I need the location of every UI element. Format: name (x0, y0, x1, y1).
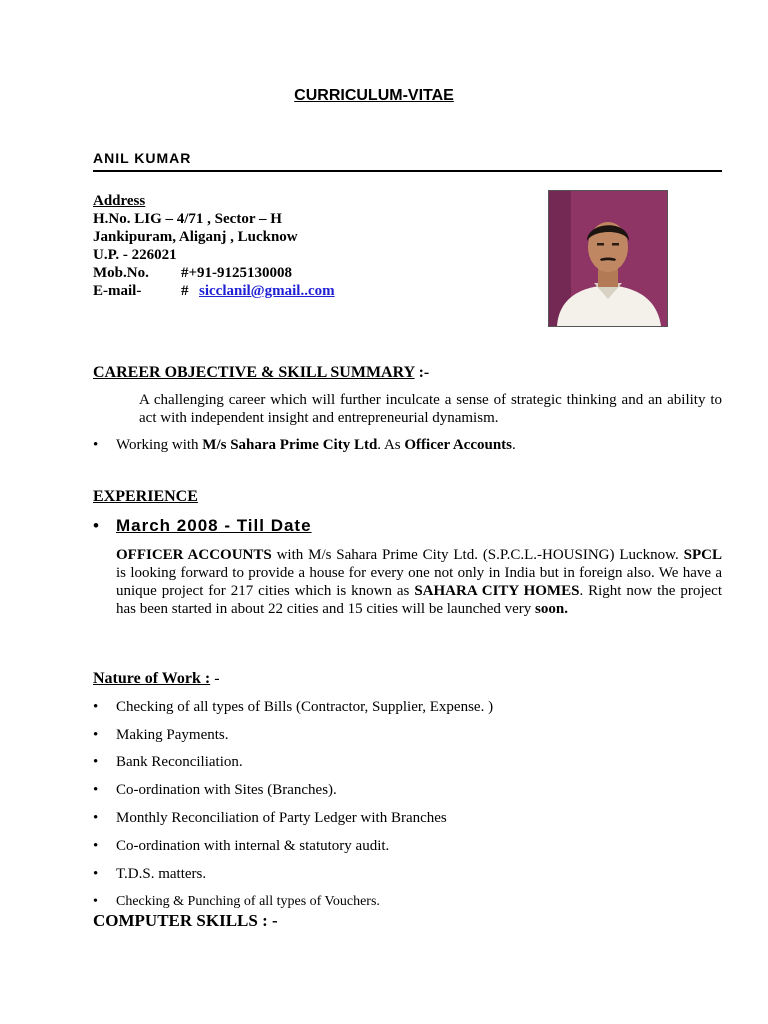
address-heading: Address (93, 193, 146, 209)
list-item (93, 726, 229, 744)
experience-heading (93, 488, 198, 506)
experience-spcl: SPCL (683, 547, 722, 563)
career-objective-paragraph: A challenging career which will further inculcate a sense of strategic thinking and an ability to act with independent insight and entrepreneurial dynamism. (139, 392, 722, 426)
experience-text-1: with M/s Sahara Prime City Ltd. (S.P.C.L.-HOUSING) Lucknow. (271, 547, 684, 563)
address-block (93, 192, 335, 300)
career-bullet-mid: . As (377, 437, 405, 453)
list-item-text: Co-ordination with Sites (Branches). (116, 782, 337, 798)
bullet-icon: • (93, 782, 99, 798)
portrait-illustration (549, 191, 667, 326)
experience-soon: soon. (535, 601, 568, 617)
experience-period-text: March 2008 - Till Date (116, 516, 312, 535)
name-divider (93, 170, 722, 172)
career-objective-heading (93, 364, 429, 382)
address-line-1: H.No. LIG – 4/71 , Sector – H (93, 211, 282, 227)
bullet-icon: • (93, 838, 99, 854)
experience-period (93, 516, 312, 536)
address-line-3: U.P. - 226021 (93, 247, 177, 263)
list-item (93, 809, 447, 827)
candidate-name: ANIL KUMAR (93, 150, 192, 166)
list-item-text: Checking of all types of Bills (Contractor, Supplier, Expense. ) (116, 699, 494, 715)
email-hash: # (181, 283, 189, 299)
experience-text-3: . Right now the project has been started in about 22 cities and 15 cities will be launched very (116, 583, 722, 617)
experience-role: OFFICER ACCOUNTS (116, 547, 272, 563)
bullet-icon: • (93, 727, 99, 743)
career-bullet-pre: Working with (116, 437, 203, 453)
list-item (93, 753, 243, 771)
list-item (93, 781, 337, 799)
computer-skills-heading: COMPUTER SKILLS : - (93, 911, 278, 930)
email-label: E-mail- (93, 283, 142, 299)
mobile-label: Mob.No. (93, 265, 149, 281)
experience-paragraph (116, 546, 722, 618)
bullet-icon: • (93, 699, 99, 715)
list-item-text: Making Payments. (116, 727, 229, 743)
list-item (93, 893, 380, 911)
mobile-row (93, 264, 335, 282)
bullet-icon: • (93, 894, 98, 909)
email-row (93, 282, 335, 300)
profile-photo (548, 190, 668, 327)
bullet-icon: • (93, 516, 100, 535)
nature-of-work-heading-suffix: - (210, 670, 220, 687)
bullet-icon: • (93, 810, 99, 826)
list-item-text: Bank Reconciliation. (116, 754, 243, 770)
list-item (93, 837, 389, 855)
list-item (93, 865, 206, 883)
career-bullet-role: Officer Accounts (404, 437, 512, 453)
list-item-text: Checking & Punching of all types of Vouchers. (116, 894, 380, 909)
experience-text-2: is looking forward to provide a house for every one not only in India but in foreign also. We have a unique project for 217 cities which is known as (116, 565, 722, 599)
bullet-icon: • (93, 866, 99, 882)
career-bullet-company: M/s Sahara Prime City Ltd (202, 437, 378, 453)
career-bullet-end: . (512, 437, 516, 453)
career-bullet (93, 436, 516, 454)
list-item-text: T.D.S. matters. (116, 866, 207, 882)
experience-homes: SAHARA CITY HOMES (414, 583, 580, 599)
career-objective-heading-text: CAREER OBJECTIVE & SKILL SUMMARY (93, 364, 415, 381)
nature-of-work-heading-text: Nature of Work : (93, 670, 211, 687)
email-link[interactable]: sicclanil@gmail..com (199, 283, 335, 299)
list-item (93, 698, 493, 716)
bullet-icon: • (93, 754, 99, 770)
bullet-icon: • (93, 437, 99, 453)
career-objective-heading-suffix: :- (414, 364, 430, 381)
nature-of-work-heading (93, 670, 220, 688)
mobile-value: #+91-9125130008 (181, 265, 293, 281)
list-item-text: Monthly Reconciliation of Party Ledger with Branches (116, 810, 447, 826)
document-title: CURRICULUM-VITAE (294, 87, 454, 104)
address-line-2: Jankipuram, Aliganj , Lucknow (93, 229, 298, 245)
experience-heading-text: EXPERIENCE (93, 488, 198, 505)
list-item-text: Co-ordination with internal & statutory audit. (116, 838, 390, 854)
